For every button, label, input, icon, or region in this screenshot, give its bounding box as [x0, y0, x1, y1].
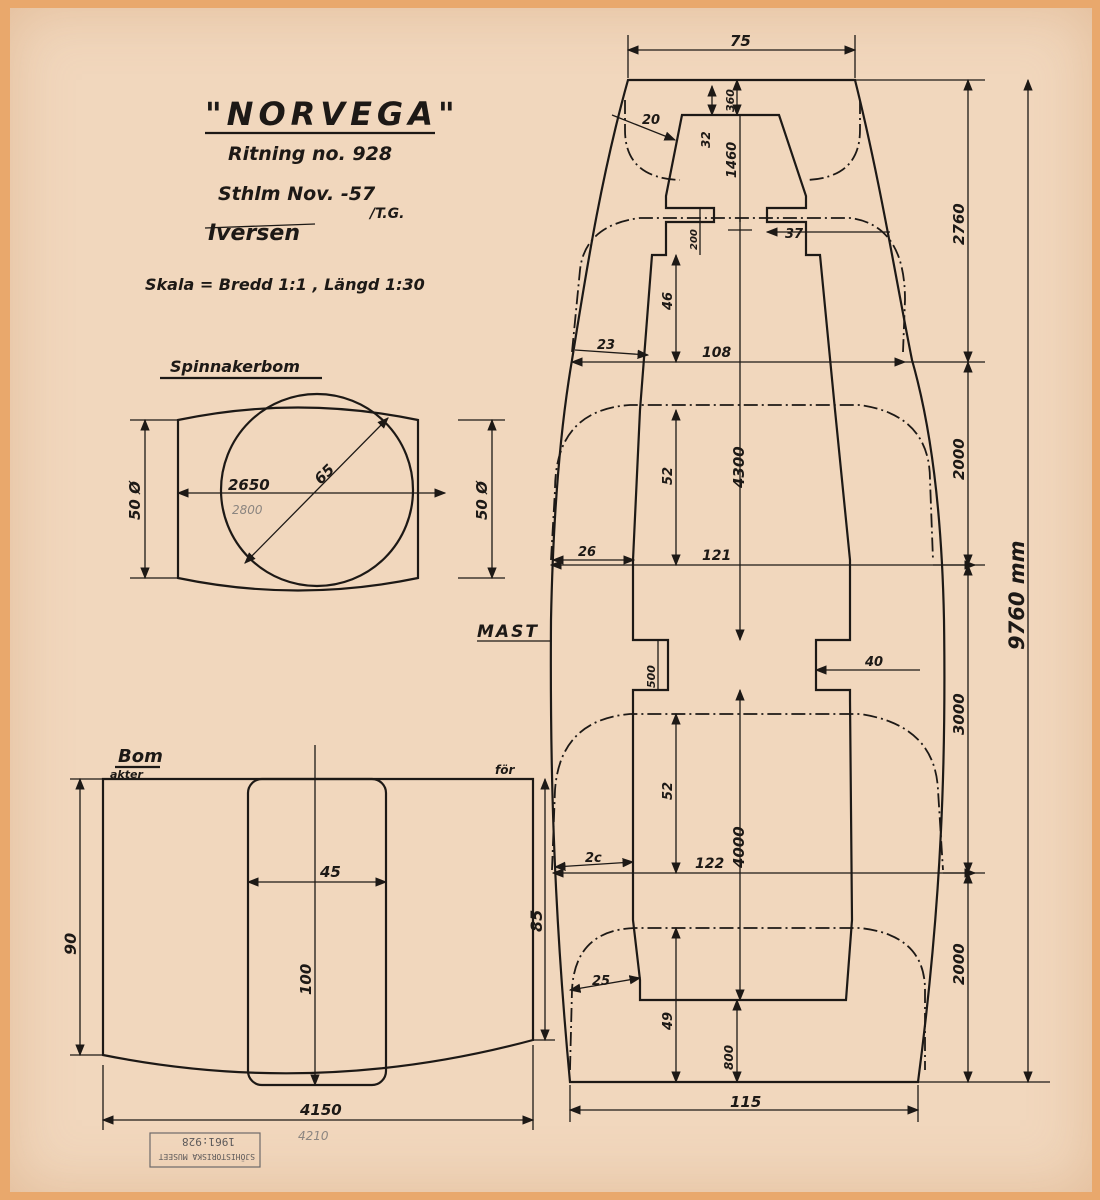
spinnaker-label: Spinnakerbom — [170, 357, 300, 376]
wall-25-text: 25 — [592, 974, 611, 989]
len-800-text: 800 — [722, 1044, 736, 1070]
stamp-number: 1961:928 — [182, 1135, 235, 1148]
total-length-text: 9760 mm — [1005, 540, 1029, 650]
scale-note: Skala = Bredd 1:1 , Längd 1:30 — [145, 275, 425, 294]
spinnaker-length-pencil: 2800 — [232, 503, 263, 517]
notch-500-text: 500 — [645, 665, 658, 688]
signature: Iversen — [208, 221, 300, 246]
wall-23-text: 23 — [597, 338, 616, 353]
wall-2c-text: 2c — [585, 851, 602, 866]
boom-label: Bom — [118, 746, 163, 767]
boom-length-pencil: 4210 — [298, 1129, 329, 1143]
drawing-number: Ritning no. 928 — [228, 143, 393, 165]
mast-bottom-width-text: 115 — [730, 1093, 762, 1111]
boom-aft-height-text: 90 — [61, 932, 80, 955]
seg-3000-text: 3000 — [950, 693, 968, 735]
notch-40-text: 40 — [865, 655, 884, 670]
boom-length-text: 4150 — [300, 1101, 342, 1119]
mast-top-width-text: 75 — [730, 32, 751, 50]
depth-52b-text: 52 — [661, 781, 676, 800]
width-121-text: 121 — [702, 548, 732, 564]
stamp-museum: SJÖHISTORISKA MUSEET — [158, 1152, 255, 1161]
len-4300-text: 4300 — [730, 446, 748, 488]
seg-2000b-text: 2000 — [950, 943, 968, 985]
len-1460-text: 1460 — [725, 141, 740, 178]
archive-stamp — [150, 1133, 260, 1167]
spinnaker-length-text: 2650 — [228, 476, 270, 494]
notch-37-text: 37 — [785, 227, 804, 242]
wall-26-text: 26 — [578, 545, 597, 560]
boom-aft-label: akter — [110, 768, 143, 781]
depth-46-text: 46 — [661, 291, 676, 310]
boom-section-outline — [103, 779, 533, 1073]
len-4000-text: 4000 — [730, 826, 748, 868]
len-360-text: 360 — [724, 89, 737, 112]
initials: /T.G. — [370, 206, 405, 222]
spinnaker-dia-right-text: 50 Ø — [473, 481, 491, 520]
boom-fore-height-text: 85 — [527, 909, 546, 932]
spinnaker-dia-left-text: 50 Ø — [126, 481, 144, 520]
width-122-text: 122 — [695, 856, 725, 872]
arc-second — [572, 218, 905, 352]
spinnaker-section-outline — [178, 408, 418, 591]
seg-2000a-text: 2000 — [950, 438, 968, 480]
boom-inner-width-text: 45 — [320, 863, 341, 881]
wall-20-text: 20 — [642, 113, 661, 128]
mast-label: MAST — [477, 622, 539, 642]
depth-32-text: 32 — [699, 131, 713, 148]
notch-200-text: 200 — [689, 229, 700, 250]
boom-inner-rect — [248, 779, 386, 1085]
arc-top-right — [806, 100, 860, 180]
place-date: Sthlm Nov. -57 — [218, 183, 376, 205]
spinnaker-diagonal-text: 65 — [310, 460, 339, 488]
depth-52a-text: 52 — [661, 466, 676, 485]
boom-inner-height-text: 100 — [297, 963, 315, 995]
title-name: "NORVEGA" — [205, 95, 460, 133]
boom-fore-label: för — [495, 763, 515, 777]
width-108-text: 108 — [702, 345, 732, 361]
seg-2760-text: 2760 — [950, 203, 968, 245]
depth-49-text: 49 — [661, 1011, 676, 1030]
